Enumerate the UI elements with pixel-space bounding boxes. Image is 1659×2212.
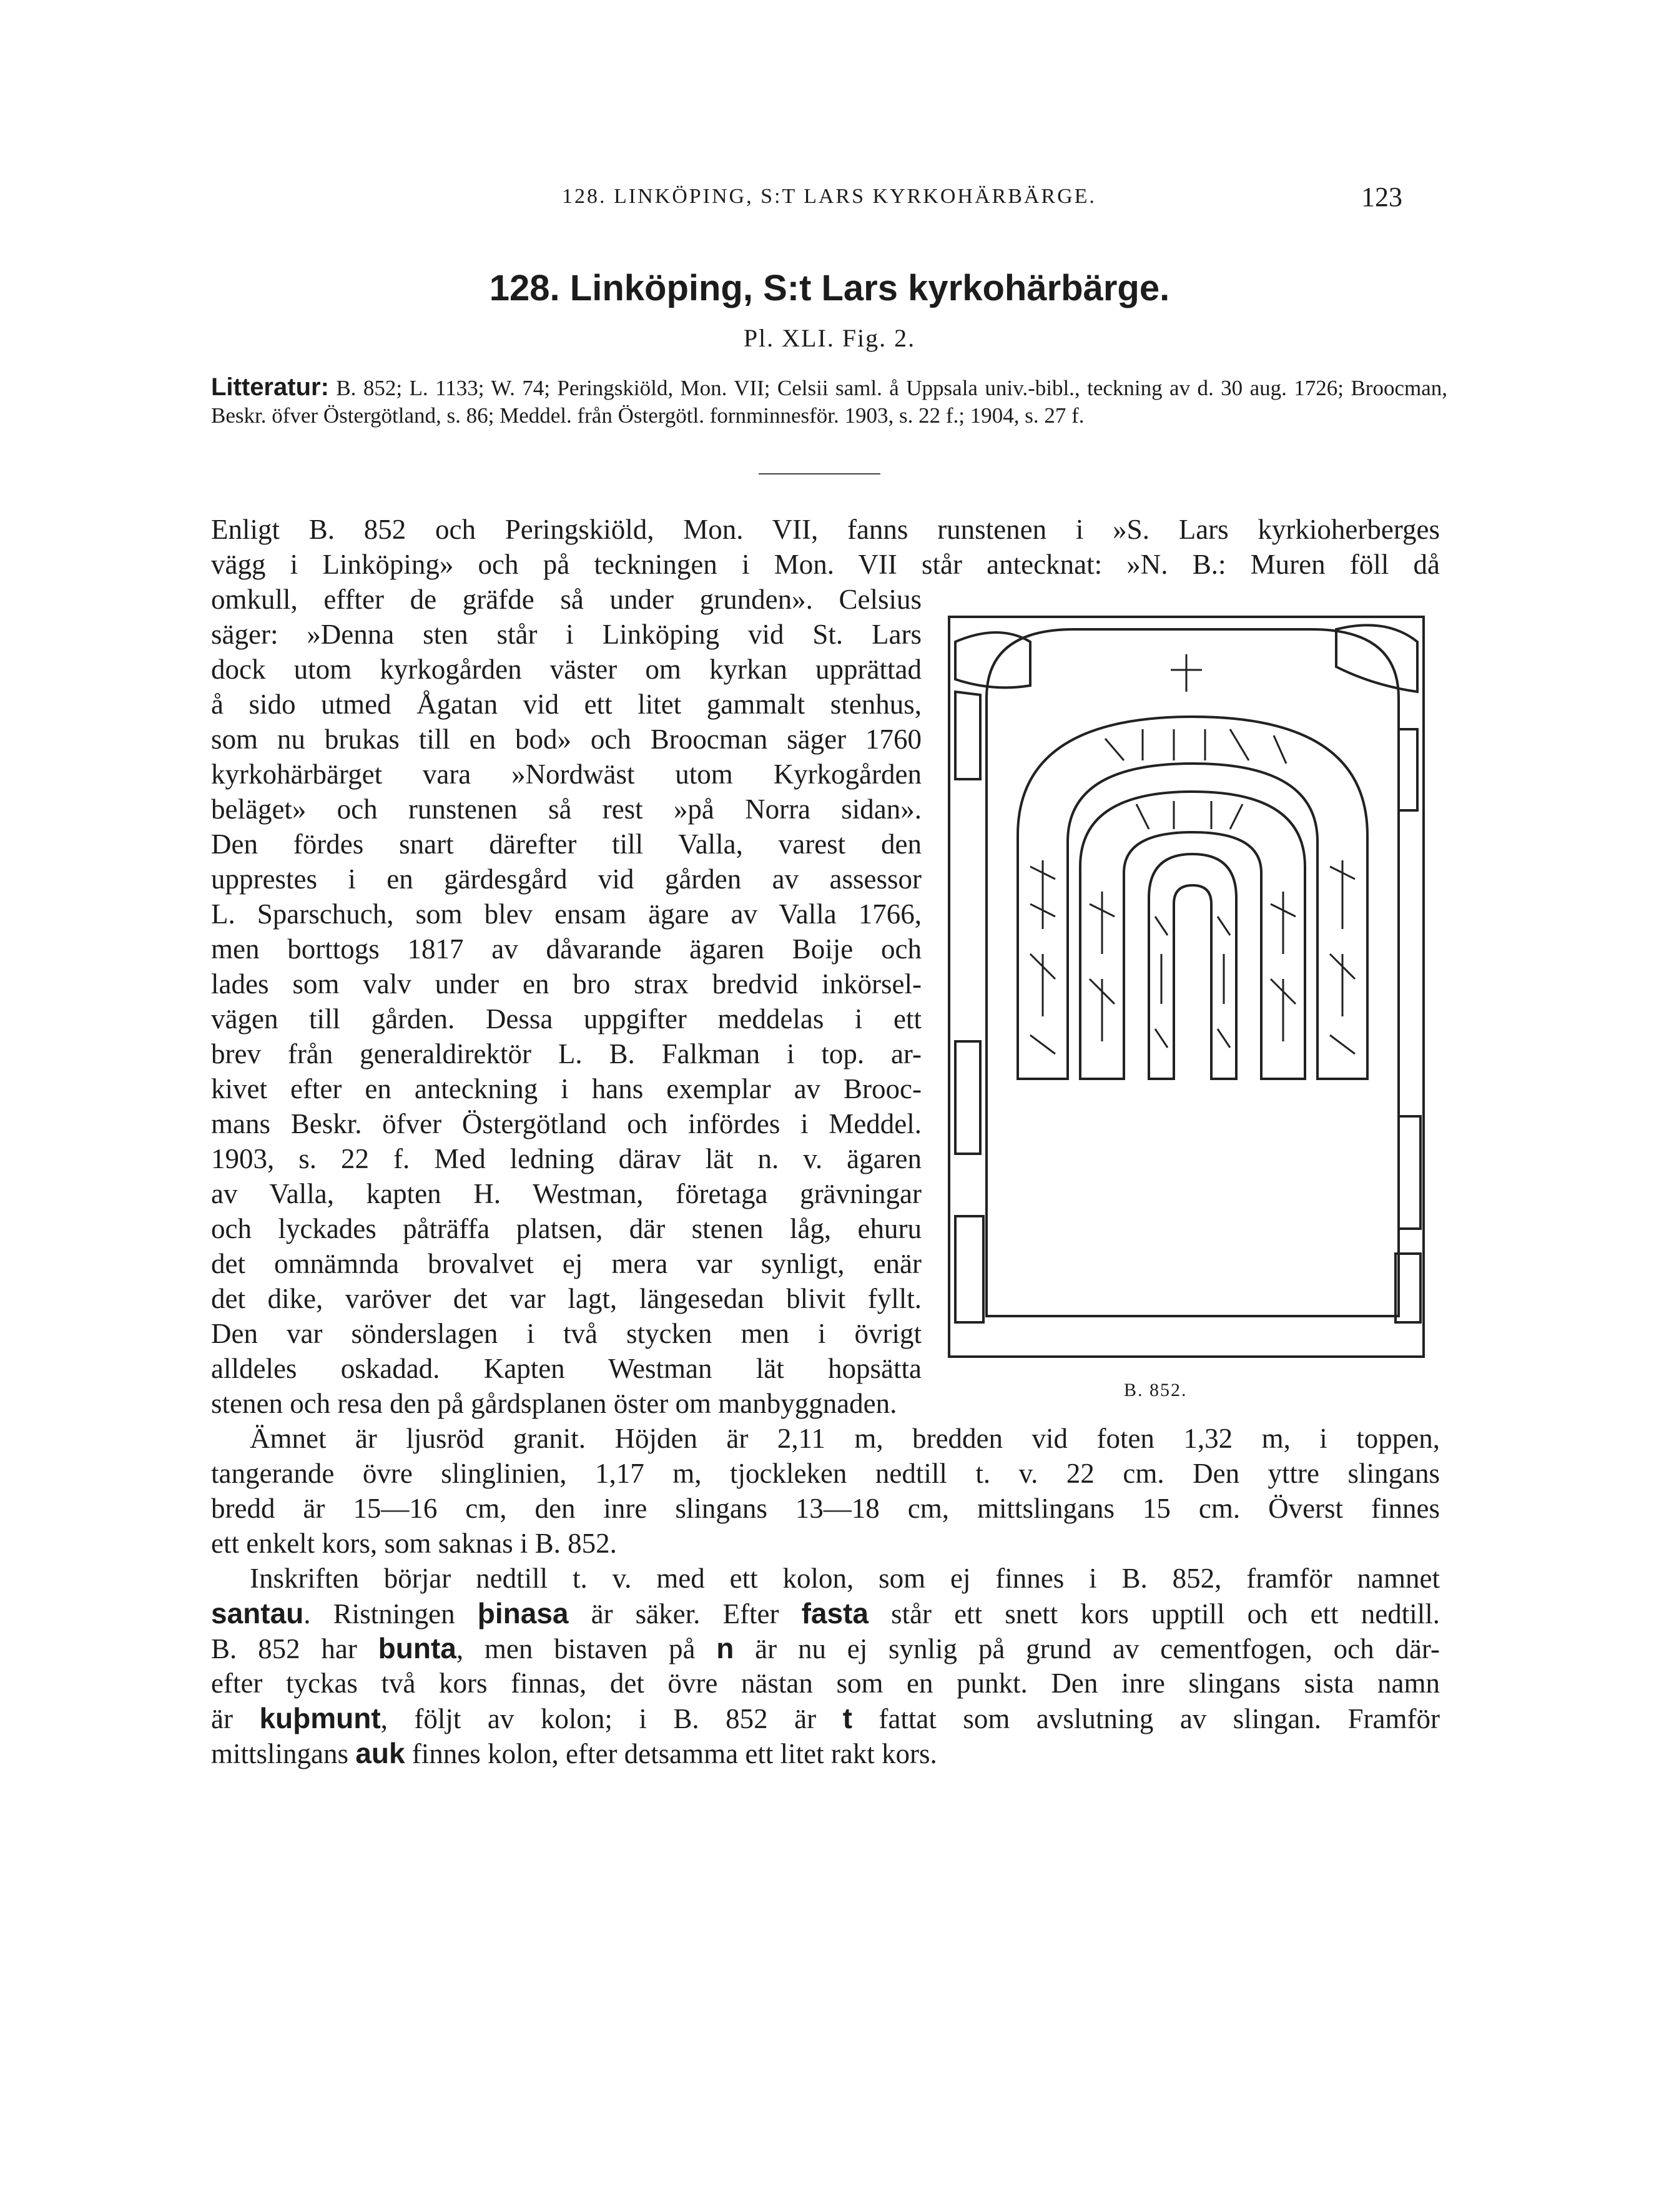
body-line: och lyckades påträffa platsen, där stenen låg, ehuru [211,1213,922,1244]
body-line: efter tyckas två kors finnas, det övre nästan som en punkt. Den inre slingans sista namn [211,1668,1440,1699]
body-line: lades som valv under en bro strax bredvid inkörsel- [211,968,922,1000]
body-line: vägen till gården. Dessa uppgifter meddelas i ett [211,1003,922,1035]
page-number: 123 [1361,182,1402,212]
figure-caption: B. 852. [1124,1380,1188,1400]
body-line: B. 852 har bunta, men bistaven på n är nu ej synlig på grund av cementfogen, och där- [211,1632,1440,1664]
body-line: det dike, varöver det var lagt, längesedan blivit fyllt. [211,1283,922,1314]
body-line: Ämnet är ljusröd granit. Höjden är 2,11 m, bredden vid foten 1,32 m, i toppen, [250,1423,1440,1454]
rune-transliteration: santau [211,1597,304,1630]
body-line: 1903, s. 22 f. Med ledning därav lät n. v. ägaren [211,1143,922,1174]
rune-transliteration: bunta [378,1632,456,1664]
body-line: dock utom kyrkogården väster om kyrkan upprättad [211,654,922,685]
rune-transliteration: auk [355,1737,405,1769]
literature-text: B. 852; L. 1133; W. 74; Peringskiöld, Mon. VII; Celsii saml. å Uppsala univ.-bibl., teckning av d. 30 aug. 1726; Broocman, Beskr. öfver Östergötland, s. 86; Meddel. från Östergötl. fornminnesför. 1903, s. 22 f.; 1904, s. 27 f. [211,376,1448,428]
rune-transliteration: kuþmunt [259,1702,381,1734]
body-line: Enligt B. 852 och Peringskiöld, Mon. VII, fanns runstenen i »S. Lars kyrkioherberges [211,514,1440,545]
body-line: mans Beskr. öfver Östergötland och infördes i Meddel. [211,1108,922,1139]
body-line: upprestes i en gärdesgård vid gården av assessor [211,863,922,895]
body-line: santau. Ristningen þinasa är säker. Efter fasta står ett snett kors upptill och ett nedtill. [211,1597,1440,1630]
body-line: tangerande övre slinglinien, 1,17 m, tjockleken nedtill t. v. 22 cm. Den yttre slingans [211,1458,1440,1489]
rune-transliteration: t [842,1702,852,1734]
rune-transliteration: n [716,1632,734,1664]
body-line: ett enkelt kors, som saknas i B. 852. [211,1528,617,1559]
body-line: kivet efter en anteckning i hans exemplar av Brooc- [211,1073,922,1104]
section-title: 128. Linköping, S:t Lars kyrkohärbärge. [489,268,1170,308]
body-line: L. Sparschuch, som blev ensam ägare av Valla 1766, [211,898,922,930]
body-line: av Valla, kapten H. Westman, företaga grävningar [211,1178,922,1209]
body-line: brev från generaldirektör L. B. Falkman i top. ar- [211,1038,922,1069]
body-line: men borttogs 1817 av dåvarande ägaren Boije och [211,933,922,965]
body-line: som nu brukas till en bod» och Broocman säger 1760 [211,724,922,755]
rune-transliteration: þinasa [477,1597,569,1630]
plate-reference: Pl. XLI. Fig. 2. [743,324,916,352]
body-line: är kuþmunt, följt av kolon; i B. 852 är t fattat som avslutning av slingan. Framför [211,1702,1440,1734]
body-line: stenen och resa den på gårdsplanen öster om manbyggnaden. [211,1388,897,1419]
body-line: säger: »Denna sten står i Linköping vid St. Lars [211,619,922,650]
running-head-text: 128. LINKÖPING, S:T LARS KYRKOHÄRBÄRGE. [562,185,1096,208]
body-line: bredd är 15—16 cm, den inre slingans 13—18 cm, mittslingans 15 cm. Överst finnes [211,1493,1440,1524]
body-line: alldeles oskadad. Kapten Westman lät hopsätta [211,1353,922,1384]
literature-label: Litteratur: [211,373,329,401]
body-line: å sido utmed Ågatan vid ett litet gammalt stenhus, [211,689,922,720]
literature-block [211,373,1447,430]
body-line: beläget» och runstenen så rest »på Norra sidan». [211,794,922,825]
running-head [0,181,1659,219]
body-line: vägg i Linköping» och på teckningen i Mon. VII står antecknat: »N. B.: Muren föll då [211,549,1440,580]
body-line: kyrkohärbärget vara »Nordwäst utom Kyrkogården [211,759,922,790]
body-line: omkull, effter de gräfde så under grunden». Celsius [211,584,922,615]
body-line: Den var sönderslagen i två stycken men i övrigt [211,1318,922,1349]
body-line: mittslingans auk finnes kolon, efter detsamma ett litet rakt kors. [211,1737,937,1769]
body-line: Den fördes snart därefter till Valla, varest den [211,828,922,860]
runestone-drawing-icon [937,604,1436,1369]
body-line: Inskriften börjar nedtill t. v. med ett kolon, som ej finnes i B. 852, framför namnet [250,1563,1440,1594]
separator-rule [759,473,880,474]
body-line: det omnämnda brovalvet ej mera var synligt, enär [211,1248,922,1279]
rune-transliteration: fasta [801,1597,869,1630]
